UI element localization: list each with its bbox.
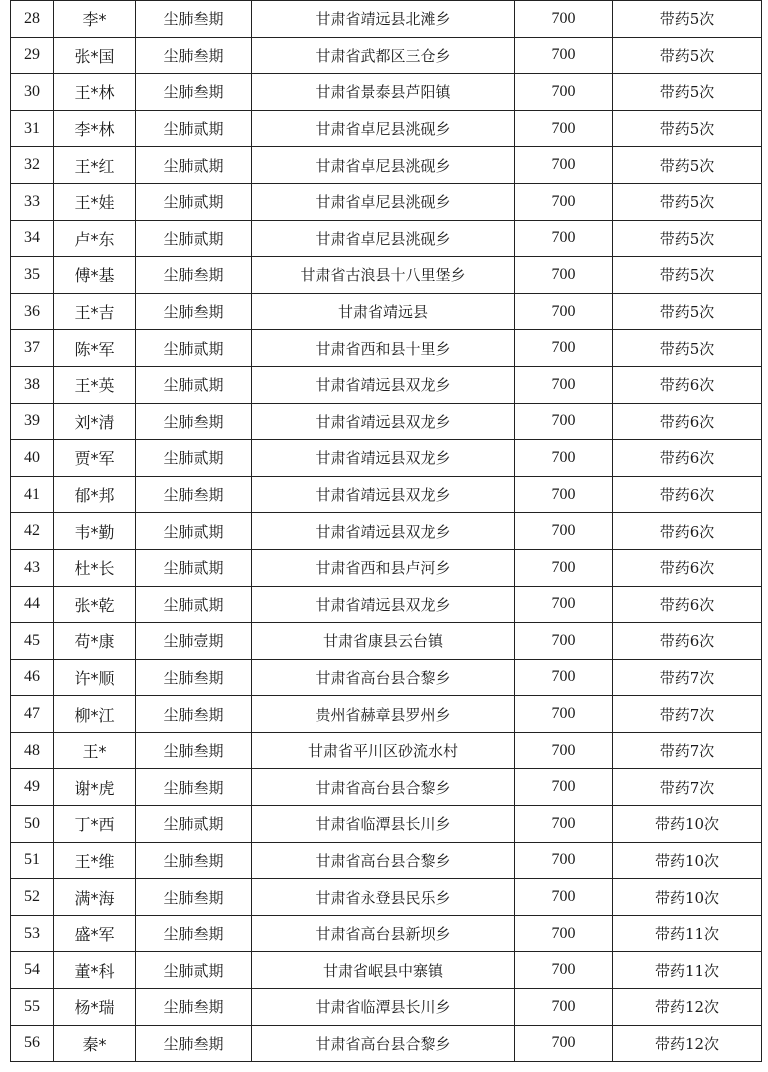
diagnosis-stage-cell: 尘肺贰期 — [136, 110, 252, 147]
patient-name-cell: 董*科 — [54, 952, 136, 989]
amount-cell: 700 — [515, 37, 613, 74]
amount-cell: 700 — [515, 257, 613, 294]
table-row — [11, 806, 762, 843]
amount-cell: 700 — [515, 842, 613, 879]
row-number-cell: 55 — [11, 989, 54, 1026]
row-number-cell: 43 — [11, 549, 54, 586]
medication-note-cell: 带药6次 — [613, 366, 762, 403]
address-cell: 甘肃省高台县新坝乡 — [252, 915, 515, 952]
medication-note-cell: 带药10次 — [613, 806, 762, 843]
row-number-cell: 47 — [11, 696, 54, 733]
patient-name-cell: 苟*康 — [54, 623, 136, 660]
address-cell: 甘肃省靖远县北滩乡 — [252, 1, 515, 38]
diagnosis-stage-cell: 尘肺叁期 — [136, 659, 252, 696]
diagnosis-stage-cell: 尘肺叁期 — [136, 74, 252, 111]
medication-note-cell: 带药12次 — [613, 989, 762, 1026]
address-cell: 甘肃省平川区砂流水村 — [252, 732, 515, 769]
diagnosis-stage-cell: 尘肺壹期 — [136, 623, 252, 660]
address-cell: 贵州省赫章县罗州乡 — [252, 696, 515, 733]
address-cell: 甘肃省靖远县 — [252, 293, 515, 330]
address-cell: 甘肃省西和县卢河乡 — [252, 549, 515, 586]
medication-note-cell: 带药5次 — [613, 147, 762, 184]
diagnosis-stage-cell: 尘肺贰期 — [136, 586, 252, 623]
amount-cell: 700 — [515, 330, 613, 367]
table-row — [11, 257, 762, 294]
patient-name-cell: 丁*西 — [54, 806, 136, 843]
medication-note-cell: 带药7次 — [613, 659, 762, 696]
address-cell: 甘肃省武都区三仓乡 — [252, 37, 515, 74]
table-row — [11, 586, 762, 623]
row-number-cell: 32 — [11, 147, 54, 184]
diagnosis-stage-cell: 尘肺叁期 — [136, 989, 252, 1026]
medication-note-cell: 带药5次 — [613, 293, 762, 330]
address-cell: 甘肃省临潭县长川乡 — [252, 989, 515, 1026]
patient-name-cell: 王*英 — [54, 366, 136, 403]
diagnosis-stage-cell: 尘肺贰期 — [136, 549, 252, 586]
amount-cell: 700 — [515, 952, 613, 989]
table-row — [11, 366, 762, 403]
table-row — [11, 293, 762, 330]
table-row — [11, 476, 762, 513]
row-number-cell: 38 — [11, 366, 54, 403]
patient-name-cell: 郁*邦 — [54, 476, 136, 513]
diagnosis-stage-cell: 尘肺贰期 — [136, 806, 252, 843]
row-number-cell: 51 — [11, 842, 54, 879]
row-number-cell: 53 — [11, 915, 54, 952]
row-number-cell: 29 — [11, 37, 54, 74]
address-cell: 甘肃省卓尼县洮砚乡 — [252, 147, 515, 184]
address-cell: 甘肃省卓尼县洮砚乡 — [252, 220, 515, 257]
row-number-cell: 33 — [11, 183, 54, 220]
patient-name-cell: 王*吉 — [54, 293, 136, 330]
table-row — [11, 952, 762, 989]
medication-note-cell: 带药6次 — [613, 586, 762, 623]
amount-cell: 700 — [515, 806, 613, 843]
diagnosis-stage-cell: 尘肺贰期 — [136, 366, 252, 403]
diagnosis-stage-cell: 尘肺贰期 — [136, 147, 252, 184]
patient-name-cell: 杜*长 — [54, 549, 136, 586]
patient-name-cell: 韦*勤 — [54, 513, 136, 550]
patient-name-cell: 陈*军 — [54, 330, 136, 367]
diagnosis-stage-cell: 尘肺贰期 — [136, 513, 252, 550]
amount-cell: 700 — [515, 1025, 613, 1062]
amount-cell: 700 — [515, 769, 613, 806]
row-number-cell: 46 — [11, 659, 54, 696]
diagnosis-stage-cell: 尘肺叁期 — [136, 842, 252, 879]
patient-name-cell: 贾*军 — [54, 440, 136, 477]
patient-name-cell: 李* — [54, 1, 136, 38]
patient-name-cell: 王*林 — [54, 74, 136, 111]
row-number-cell: 44 — [11, 586, 54, 623]
medication-note-cell: 带药6次 — [613, 623, 762, 660]
medication-note-cell: 带药5次 — [613, 110, 762, 147]
address-cell: 甘肃省靖远县双龙乡 — [252, 476, 515, 513]
patient-name-cell: 盛*军 — [54, 915, 136, 952]
row-number-cell: 50 — [11, 806, 54, 843]
row-number-cell: 54 — [11, 952, 54, 989]
table-row — [11, 1025, 762, 1062]
amount-cell: 700 — [515, 220, 613, 257]
address-cell: 甘肃省临潭县长川乡 — [252, 806, 515, 843]
diagnosis-stage-cell: 尘肺贰期 — [136, 330, 252, 367]
table-row — [11, 659, 762, 696]
patient-name-cell: 王*娃 — [54, 183, 136, 220]
address-cell: 甘肃省高台县合黎乡 — [252, 769, 515, 806]
address-cell: 甘肃省卓尼县洮砚乡 — [252, 110, 515, 147]
diagnosis-stage-cell: 尘肺叁期 — [136, 257, 252, 294]
amount-cell: 700 — [515, 879, 613, 916]
patient-name-cell: 李*林 — [54, 110, 136, 147]
address-cell: 甘肃省靖远县双龙乡 — [252, 440, 515, 477]
table-row — [11, 989, 762, 1026]
medication-note-cell: 带药5次 — [613, 74, 762, 111]
address-cell: 甘肃省永登县民乐乡 — [252, 879, 515, 916]
diagnosis-stage-cell: 尘肺叁期 — [136, 879, 252, 916]
diagnosis-stage-cell: 尘肺叁期 — [136, 37, 252, 74]
diagnosis-stage-cell: 尘肺叁期 — [136, 915, 252, 952]
medication-note-cell: 带药7次 — [613, 732, 762, 769]
amount-cell: 700 — [515, 476, 613, 513]
row-number-cell: 30 — [11, 74, 54, 111]
amount-cell: 700 — [515, 440, 613, 477]
amount-cell: 700 — [515, 74, 613, 111]
table-row — [11, 842, 762, 879]
table-row — [11, 915, 762, 952]
amount-cell: 700 — [515, 513, 613, 550]
table-row — [11, 732, 762, 769]
medication-note-cell: 带药6次 — [613, 513, 762, 550]
diagnosis-stage-cell: 尘肺贰期 — [136, 952, 252, 989]
medication-note-cell: 带药11次 — [613, 952, 762, 989]
table-row — [11, 879, 762, 916]
table-row — [11, 513, 762, 550]
table-body — [11, 1, 762, 1062]
amount-cell: 700 — [515, 915, 613, 952]
medication-note-cell: 带药10次 — [613, 842, 762, 879]
table-row — [11, 110, 762, 147]
patient-name-cell: 傅*基 — [54, 257, 136, 294]
row-number-cell: 36 — [11, 293, 54, 330]
address-cell: 甘肃省靖远县双龙乡 — [252, 513, 515, 550]
amount-cell: 700 — [515, 1, 613, 38]
table-row — [11, 696, 762, 733]
patient-name-cell: 许*顺 — [54, 659, 136, 696]
row-number-cell: 45 — [11, 623, 54, 660]
table-row — [11, 769, 762, 806]
amount-cell: 700 — [515, 147, 613, 184]
medication-note-cell: 带药7次 — [613, 696, 762, 733]
diagnosis-stage-cell: 尘肺叁期 — [136, 732, 252, 769]
address-cell: 甘肃省靖远县双龙乡 — [252, 586, 515, 623]
table-row — [11, 74, 762, 111]
address-cell: 甘肃省高台县合黎乡 — [252, 659, 515, 696]
table-row — [11, 330, 762, 367]
address-cell: 甘肃省西和县十里乡 — [252, 330, 515, 367]
diagnosis-stage-cell: 尘肺叁期 — [136, 1, 252, 38]
patient-name-cell: 杨*瑞 — [54, 989, 136, 1026]
medication-note-cell: 带药5次 — [613, 330, 762, 367]
row-number-cell: 52 — [11, 879, 54, 916]
row-number-cell: 34 — [11, 220, 54, 257]
patient-name-cell: 秦* — [54, 1025, 136, 1062]
medication-note-cell: 带药12次 — [613, 1025, 762, 1062]
patient-table — [10, 0, 762, 1062]
address-cell: 甘肃省岷县中寨镇 — [252, 952, 515, 989]
table-row — [11, 623, 762, 660]
table-row — [11, 440, 762, 477]
table-row — [11, 183, 762, 220]
amount-cell: 700 — [515, 366, 613, 403]
address-cell: 甘肃省靖远县双龙乡 — [252, 366, 515, 403]
table-row — [11, 147, 762, 184]
row-number-cell: 37 — [11, 330, 54, 367]
patient-name-cell: 王*红 — [54, 147, 136, 184]
row-number-cell: 41 — [11, 476, 54, 513]
amount-cell: 700 — [515, 110, 613, 147]
diagnosis-stage-cell: 尘肺叁期 — [136, 769, 252, 806]
patient-name-cell: 满*海 — [54, 879, 136, 916]
diagnosis-stage-cell: 尘肺叁期 — [136, 696, 252, 733]
medication-note-cell: 带药5次 — [613, 183, 762, 220]
table-row — [11, 549, 762, 586]
amount-cell: 700 — [515, 403, 613, 440]
patient-name-cell: 张*乾 — [54, 586, 136, 623]
row-number-cell: 40 — [11, 440, 54, 477]
patient-name-cell: 张*国 — [54, 37, 136, 74]
medication-note-cell: 带药6次 — [613, 403, 762, 440]
diagnosis-stage-cell: 尘肺贰期 — [136, 440, 252, 477]
row-number-cell: 42 — [11, 513, 54, 550]
diagnosis-stage-cell: 尘肺叁期 — [136, 293, 252, 330]
amount-cell: 700 — [515, 623, 613, 660]
address-cell: 甘肃省康县云台镇 — [252, 623, 515, 660]
row-number-cell: 31 — [11, 110, 54, 147]
address-cell: 甘肃省古浪县十八里堡乡 — [252, 257, 515, 294]
medication-note-cell: 带药5次 — [613, 37, 762, 74]
amount-cell: 700 — [515, 659, 613, 696]
amount-cell: 700 — [515, 549, 613, 586]
address-cell: 甘肃省景泰县芦阳镇 — [252, 74, 515, 111]
medication-note-cell: 带药7次 — [613, 769, 762, 806]
amount-cell: 700 — [515, 293, 613, 330]
amount-cell: 700 — [515, 696, 613, 733]
row-number-cell: 35 — [11, 257, 54, 294]
row-number-cell: 49 — [11, 769, 54, 806]
patient-name-cell: 王*维 — [54, 842, 136, 879]
patient-name-cell: 柳*江 — [54, 696, 136, 733]
amount-cell: 700 — [515, 732, 613, 769]
medication-note-cell: 带药6次 — [613, 440, 762, 477]
row-number-cell: 56 — [11, 1025, 54, 1062]
patient-name-cell: 谢*虎 — [54, 769, 136, 806]
diagnosis-stage-cell: 尘肺叁期 — [136, 403, 252, 440]
table-row — [11, 403, 762, 440]
diagnosis-stage-cell: 尘肺叁期 — [136, 476, 252, 513]
row-number-cell: 28 — [11, 1, 54, 38]
table-row — [11, 220, 762, 257]
medication-note-cell: 带药5次 — [613, 1, 762, 38]
address-cell: 甘肃省高台县合黎乡 — [252, 842, 515, 879]
amount-cell: 700 — [515, 586, 613, 623]
diagnosis-stage-cell: 尘肺贰期 — [136, 183, 252, 220]
table-row — [11, 1, 762, 38]
row-number-cell: 39 — [11, 403, 54, 440]
patient-table-container — [10, 0, 761, 1062]
medication-note-cell: 带药5次 — [613, 220, 762, 257]
medication-note-cell: 带药5次 — [613, 257, 762, 294]
row-number-cell: 48 — [11, 732, 54, 769]
patient-name-cell: 卢*东 — [54, 220, 136, 257]
amount-cell: 700 — [515, 989, 613, 1026]
patient-name-cell: 王* — [54, 732, 136, 769]
address-cell: 甘肃省卓尼县洮砚乡 — [252, 183, 515, 220]
medication-note-cell: 带药6次 — [613, 549, 762, 586]
medication-note-cell: 带药6次 — [613, 476, 762, 513]
patient-name-cell: 刘*清 — [54, 403, 136, 440]
diagnosis-stage-cell: 尘肺叁期 — [136, 1025, 252, 1062]
medication-note-cell: 带药10次 — [613, 879, 762, 916]
diagnosis-stage-cell: 尘肺贰期 — [136, 220, 252, 257]
address-cell: 甘肃省高台县合黎乡 — [252, 1025, 515, 1062]
amount-cell: 700 — [515, 183, 613, 220]
medication-note-cell: 带药11次 — [613, 915, 762, 952]
address-cell: 甘肃省靖远县双龙乡 — [252, 403, 515, 440]
table-row — [11, 37, 762, 74]
